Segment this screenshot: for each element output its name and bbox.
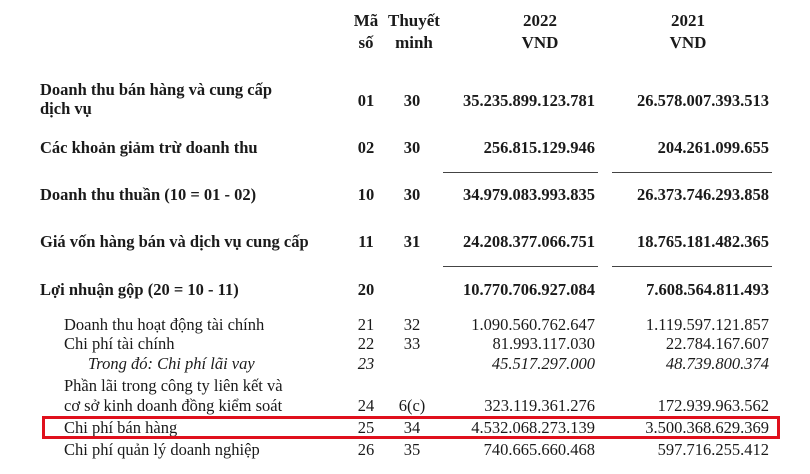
row-value-2022: 45.517.297.000 (491, 354, 595, 373)
row-label: Chi phí bán hàng (64, 418, 178, 437)
row-label-line1: Doanh thu bán hàng và cung cấp (40, 80, 272, 99)
row-label: Lợi nhuận gộp (20 = 10 - 11) (40, 280, 239, 299)
row-value-2021: 26.578.007.393.513 (637, 91, 769, 110)
header-thuyet-minh-line1: Thuyết (388, 11, 440, 30)
row-value-2022: 256.815.129.946 (483, 138, 595, 157)
header-2021 (628, 10, 748, 54)
row-label: Trong đó: Chi phí lãi vay (88, 354, 255, 373)
row-note: 35 (403, 440, 421, 459)
row-value-2022: 323.119.361.276 (484, 396, 595, 415)
row-code: 10 (357, 185, 375, 204)
header-2022 (480, 10, 600, 54)
row-note: 30 (403, 185, 421, 204)
row-code: 20 (357, 280, 375, 299)
highlight-box (42, 416, 780, 439)
row-value-2022: 10.770.706.927.084 (463, 280, 595, 299)
row-value-2022: 1.090.560.762.647 (471, 315, 595, 334)
header-thuyet-minh-line2: minh (395, 33, 433, 52)
row-code: 21 (357, 315, 375, 334)
row-code: 11 (358, 232, 374, 251)
row-label: Giá vốn hàng bán và dịch vụ cung cấp (40, 232, 309, 251)
row-value-2022: 81.993.117.030 (492, 334, 595, 353)
header-year-2021: 2021 (671, 11, 705, 30)
row-code: 02 (357, 138, 375, 157)
row-note: 34 (403, 418, 421, 437)
row-code: 22 (357, 334, 375, 353)
row-note: 30 (403, 138, 421, 157)
row-code: 24 (357, 396, 375, 415)
row-value-2022: 24.208.377.066.751 (463, 232, 595, 251)
subtotal-rule-2022 (443, 172, 598, 173)
row-value-2021: 597.716.255.412 (657, 440, 769, 459)
row-value-2022: 35.235.899.123.781 (463, 91, 595, 110)
row-value-2021: 7.608.564.811.493 (646, 280, 769, 299)
header-ma-so (348, 10, 384, 54)
row-label: Doanh thu hoạt động tài chính (64, 315, 265, 334)
header-currency-2022: VND (521, 33, 559, 52)
subtotal-rule-2021 (612, 266, 772, 267)
subtotal-rule-2022 (443, 266, 598, 267)
row-value-2022: 740.665.660.468 (483, 440, 595, 459)
row-value-2021: 172.939.963.562 (657, 396, 769, 415)
header-currency-2021: VND (669, 33, 707, 52)
row-code: 26 (357, 440, 375, 459)
row-value-2021: 1.119.597.121.857 (645, 315, 769, 334)
subtotal-rule-2021 (612, 172, 772, 173)
row-value-2022: 34.979.083.993.835 (463, 185, 595, 204)
row-note: 30 (403, 91, 421, 110)
row-code: 23 (357, 354, 375, 373)
row-label-line2: cơ sở kinh doanh đồng kiểm soát (64, 396, 283, 415)
row-value-2022: 4.532.068.273.139 (471, 418, 595, 437)
row-label: Doanh thu thuần (10 = 01 - 02) (40, 185, 257, 204)
row-code: 01 (357, 91, 375, 110)
row-value-2021: 18.765.181.482.365 (637, 232, 769, 251)
row-code: 25 (357, 418, 375, 437)
header-thuyet-minh (384, 10, 444, 54)
row-value-2021: 48.739.800.374 (665, 354, 769, 373)
row-value-2021: 204.261.099.655 (657, 138, 769, 157)
row-value-2021: 3.500.368.629.369 (645, 418, 769, 437)
row-label: Chi phí quản lý doanh nghiệp (64, 440, 260, 459)
header-year-2022: 2022 (523, 11, 557, 30)
row-value-2021: 22.784.167.607 (665, 334, 769, 353)
row-note: 6(c) (398, 396, 426, 415)
row-note: 33 (403, 334, 421, 353)
row-label: Các khoản giảm trừ doanh thu (40, 138, 258, 157)
row-label-line2: dịch vụ (40, 99, 92, 118)
row-value-2021: 26.373.746.293.858 (637, 185, 769, 204)
header-ma-so-line1: Mã (353, 11, 379, 30)
row-label-line1: Phần lãi trong công ty liên kết và (64, 376, 283, 395)
row-note: 32 (403, 315, 421, 334)
row-label: Chi phí tài chính (64, 334, 175, 353)
row-note: 31 (403, 232, 421, 251)
header-ma-so-line2: số (358, 33, 374, 52)
